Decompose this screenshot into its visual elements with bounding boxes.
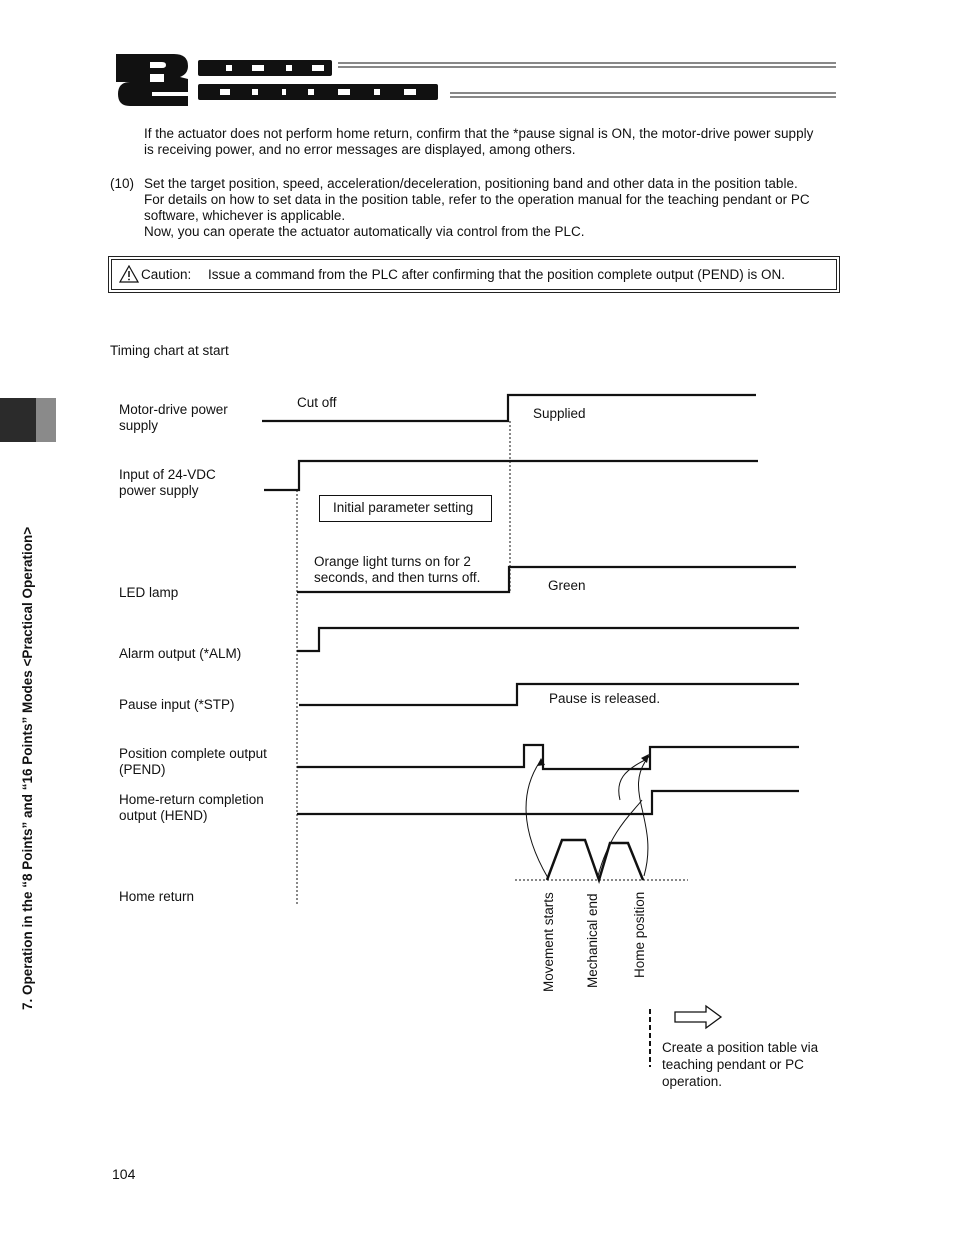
note-line1: Create a position table via	[662, 1040, 819, 1055]
curve-arrow-1	[526, 760, 548, 878]
label-home-return: Home return	[119, 889, 195, 904]
wave-hend	[297, 791, 799, 814]
label-alarm: Alarm output (*ALM)	[119, 646, 242, 661]
label-pend-line1: Position complete output	[119, 746, 267, 761]
curve-arrow-4	[619, 760, 645, 800]
wave-24vdc	[264, 461, 758, 490]
step-number: (10)	[110, 176, 135, 191]
caution-text: Issue a command from the PLC after confirming that the position complete output (PEND) is ON.	[208, 267, 785, 282]
caution-label: Caution:	[141, 267, 192, 282]
wave-pend	[297, 745, 799, 769]
label-led-lamp: LED lamp	[119, 585, 179, 600]
label-motor-power-line2: supply	[119, 418, 159, 433]
curve-arrow-3	[638, 755, 650, 876]
state-supplied: Supplied	[533, 406, 586, 421]
label-24vdc-line2: power supply	[119, 483, 199, 498]
step-10-line-4: Now, you can operate the actuator automatically via control from the PLC.	[144, 224, 585, 239]
phase-home-position: Home position	[632, 891, 647, 978]
note-line3: operation.	[662, 1074, 723, 1089]
chapter-title-vertical: 7. Operation in the “8 Points” and “16 Points” Modes <Practical Operation>	[20, 526, 35, 1010]
led-note-line1: Orange light turns on for 2	[314, 554, 471, 569]
timing-chart-title: Timing chart at start	[110, 343, 229, 358]
label-hend-line1: Home-return completion	[119, 792, 264, 807]
label-pause: Pause input (*STP)	[119, 697, 235, 712]
label-pend-line2: (PEND)	[119, 762, 166, 777]
intro-line-2: is receiving power, and no error messages are displayed, among others.	[144, 142, 576, 157]
step-10-line-3: software, whichever is applicable.	[144, 208, 346, 223]
wave-alarm	[297, 628, 799, 651]
phase-movement-starts: Movement starts	[541, 892, 556, 992]
right-arrow-icon	[675, 1006, 721, 1028]
pause-released-note: Pause is released.	[549, 691, 661, 706]
label-motor-power-line1: Motor-drive power	[119, 402, 228, 417]
initial-parameter-text: Initial parameter setting	[333, 500, 474, 515]
wave-home-return	[547, 840, 643, 880]
note-line2: teaching pendant or PC	[662, 1057, 804, 1072]
phase-mechanical-end: Mechanical end	[585, 893, 600, 988]
position-table-note	[662, 1039, 818, 1090]
wave-pause	[299, 684, 799, 705]
intro-line-1: If the actuator does not perform home return, confirm that the *pause signal is ON, the motor-drive power supply	[144, 126, 814, 141]
label-24vdc-line1: Input of 24-VDC	[119, 467, 216, 482]
wave-led	[297, 567, 796, 592]
page-number: 104	[112, 1166, 136, 1182]
label-hend-line2: output (HEND)	[119, 808, 208, 823]
state-green: Green	[548, 578, 586, 593]
wave-motor-power	[262, 395, 756, 421]
led-note-line2: seconds, and then turns off.	[314, 570, 481, 585]
step-10-line-1: Set the target position, speed, acceleration/deceleration, positioning band and other data in the position table.	[144, 176, 798, 191]
step-10-line-2: For details on how to set data in the position table, refer to the operation manual for the teaching pendant or PC	[144, 192, 810, 207]
state-cut-off: Cut off	[297, 395, 337, 410]
